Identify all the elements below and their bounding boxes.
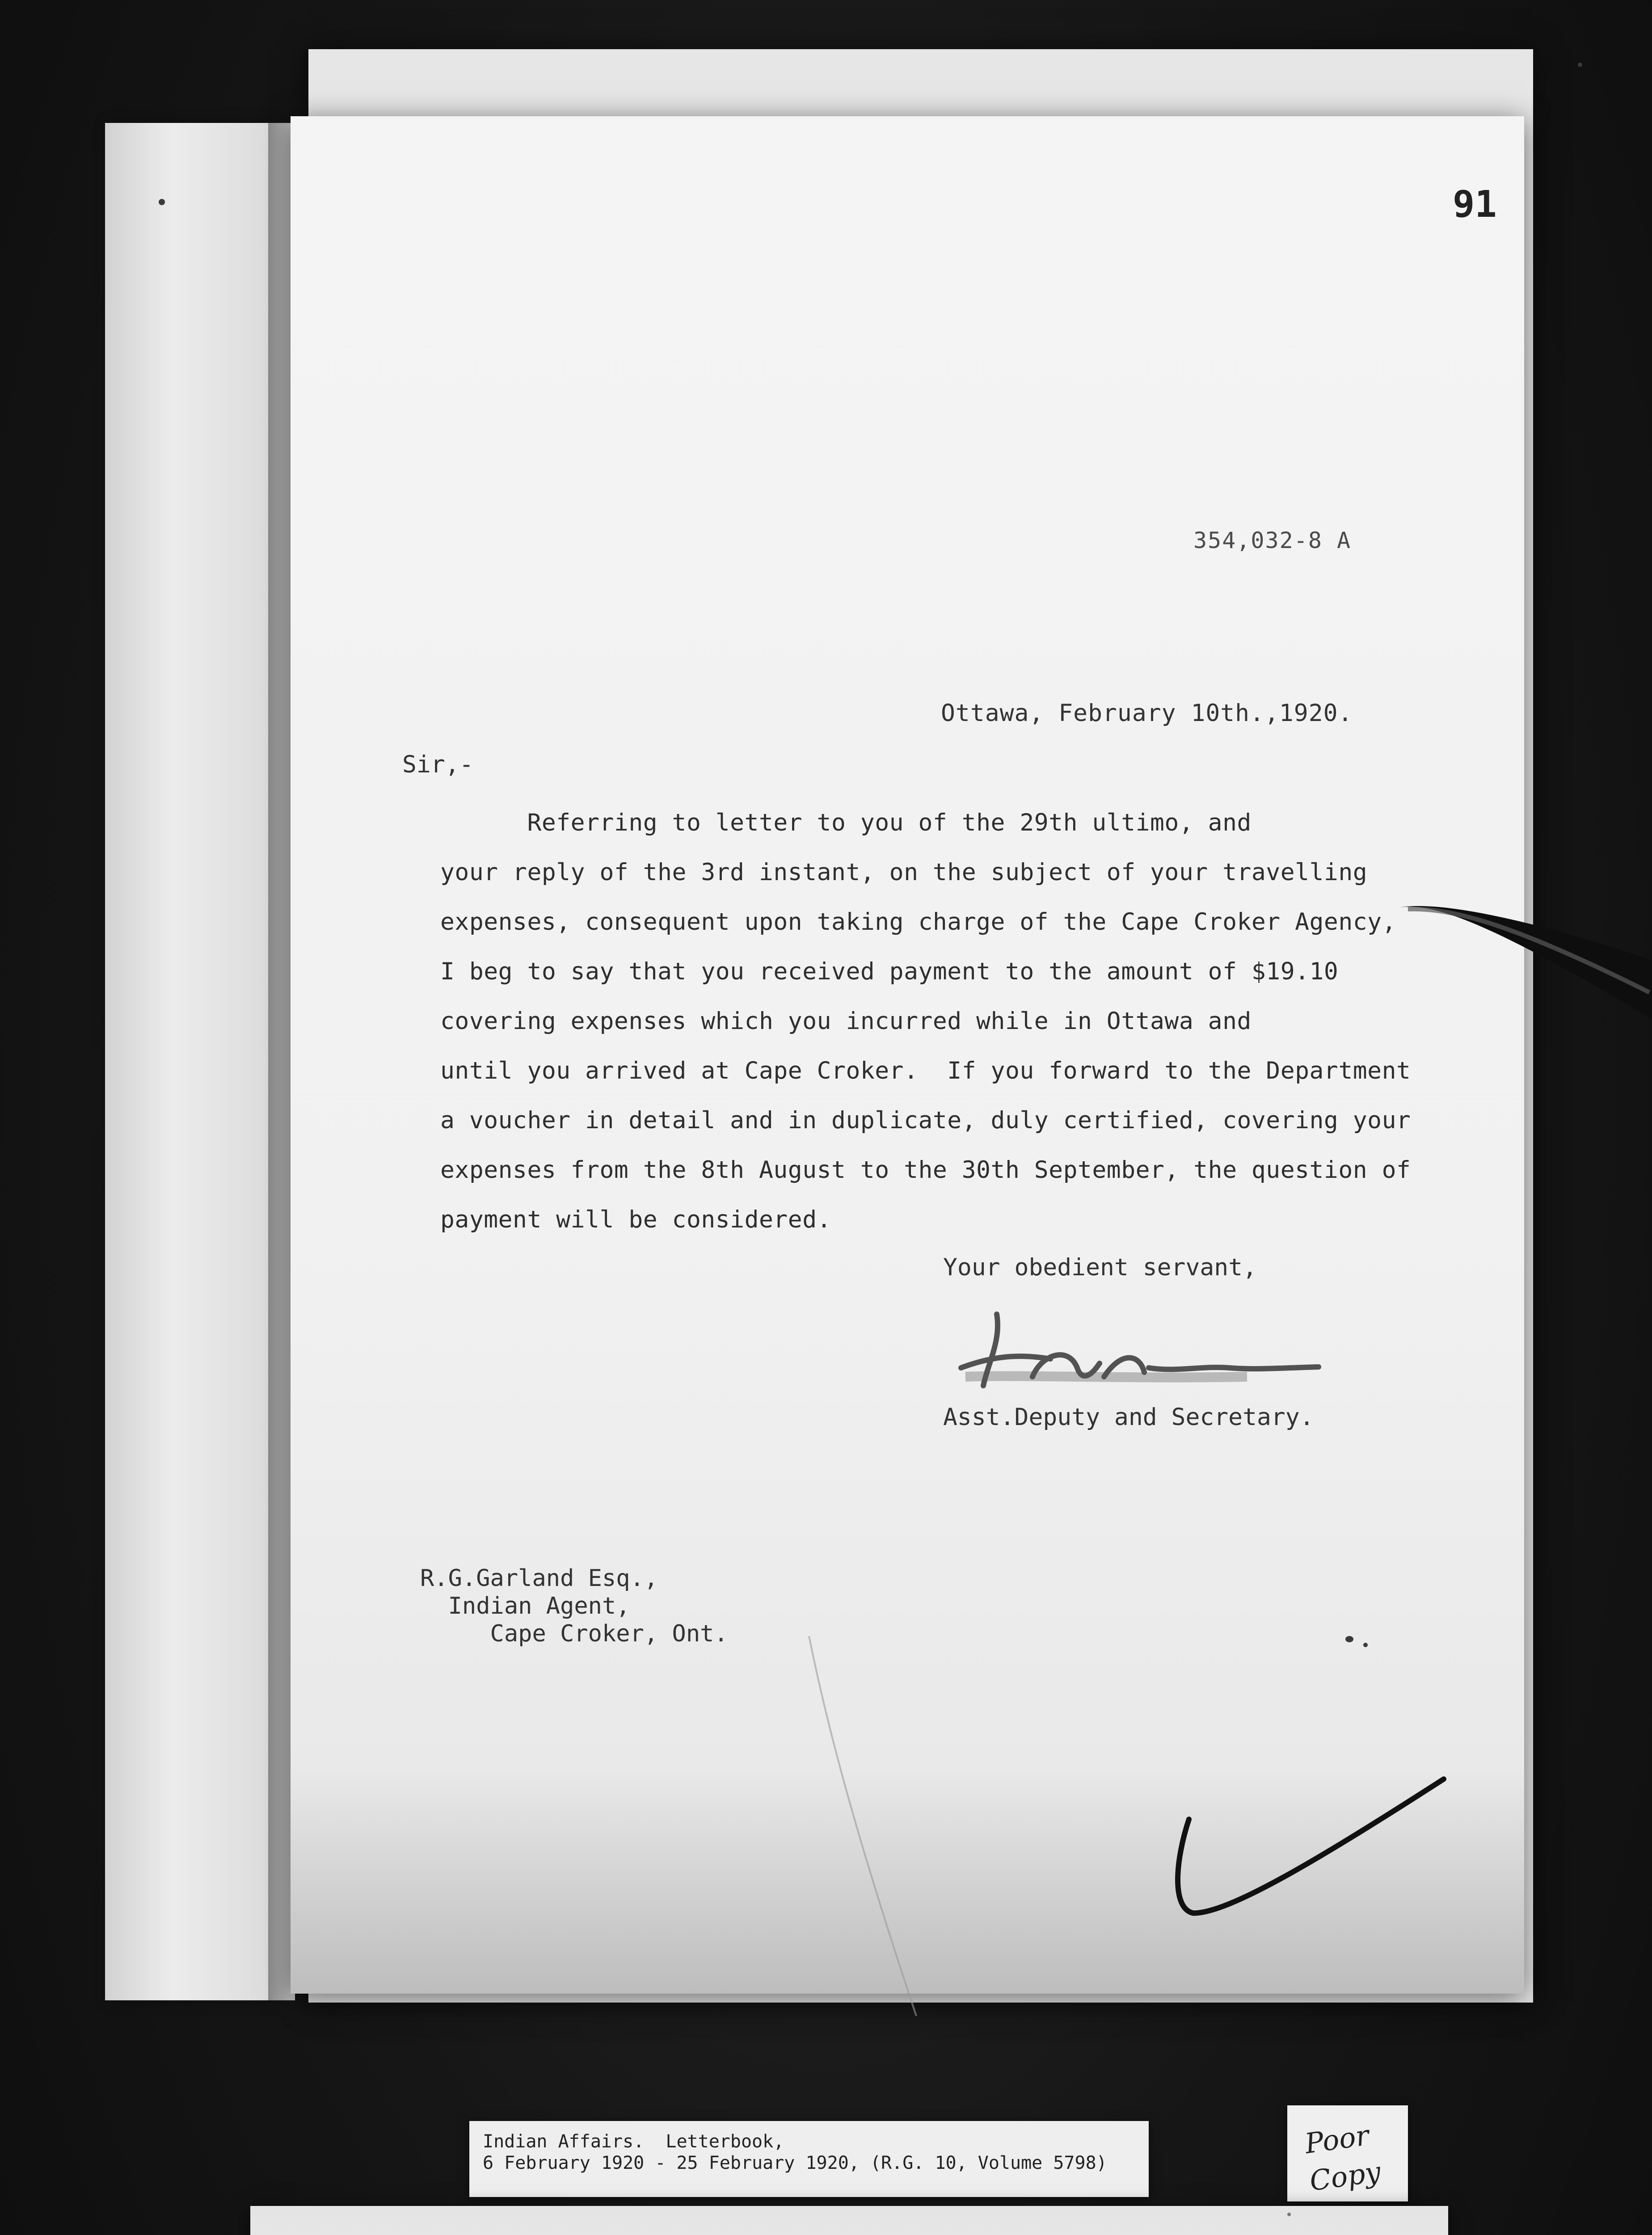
body-line: payment will be considered. [440,1206,832,1233]
handwritten-signature [934,1287,1336,1404]
poor-copy-note [1287,2105,1408,2201]
left-paper-strip [105,123,273,2000]
body-line: until you arrived at Cape Croker. If you forward to the Department [440,1057,1411,1084]
body-line: your reply of the 3rd instant, on the subject of your travelling [440,859,1368,886]
dust-speck [1578,63,1582,67]
catalog-line: Indian Affairs. Letterbook, [483,2131,784,2152]
signer-title: Asst.Deputy and Secretary. [943,1404,1314,1431]
dust-speck [1345,1636,1353,1642]
note-line: Copy [1307,2155,1383,2197]
catalog-line: 6 February 1920 - 25 February 1920, (R.G. 10, Volume 5798) [483,2153,1107,2173]
letter-body [440,798,1424,1244]
note-line: Poor [1302,2118,1371,2160]
salutation: Sir,- [402,751,474,778]
paper-crease [805,1636,921,2016]
body-line: covering expenses which you incurred while in Ottawa and [440,1008,1252,1035]
letter-page [291,116,1524,1994]
addressee-block [420,1564,728,1648]
place-date: Ottawa, February 10th.,1920. [941,700,1353,727]
pen-tip-icon [1399,894,1652,1028]
addressee-line: Indian Agent, [420,1593,630,1619]
file-reference: 354,032-8 A [1193,527,1352,553]
body-line: I beg to say that you received payment to the amount of $19.10 [440,958,1339,985]
checkmark-icon [1162,1761,1448,1931]
body-line: a voucher in detail and in duplicate, duly certified, covering your [440,1107,1411,1134]
page-number: 91 [1453,183,1497,226]
addressee-line: R.G.Garland Esq., [420,1565,658,1592]
archives-plate [250,2206,1448,2235]
closing: Your obedient servant, [943,1254,1257,1281]
dust-speck [1363,1643,1368,1647]
body-line: expenses from the 8th August to the 30th September, the question of [440,1156,1411,1184]
body-line: Referring to letter to you of the 29th ultimo, and [440,809,1252,836]
body-line: expenses, consequent upon taking charge of the Cape Croker Agency, [440,908,1396,936]
dust-speck [159,199,165,205]
dust-speck [1287,2213,1291,2216]
catalog-label [469,2121,1149,2197]
addressee-line: Cape Croker, Ont. [420,1620,728,1647]
